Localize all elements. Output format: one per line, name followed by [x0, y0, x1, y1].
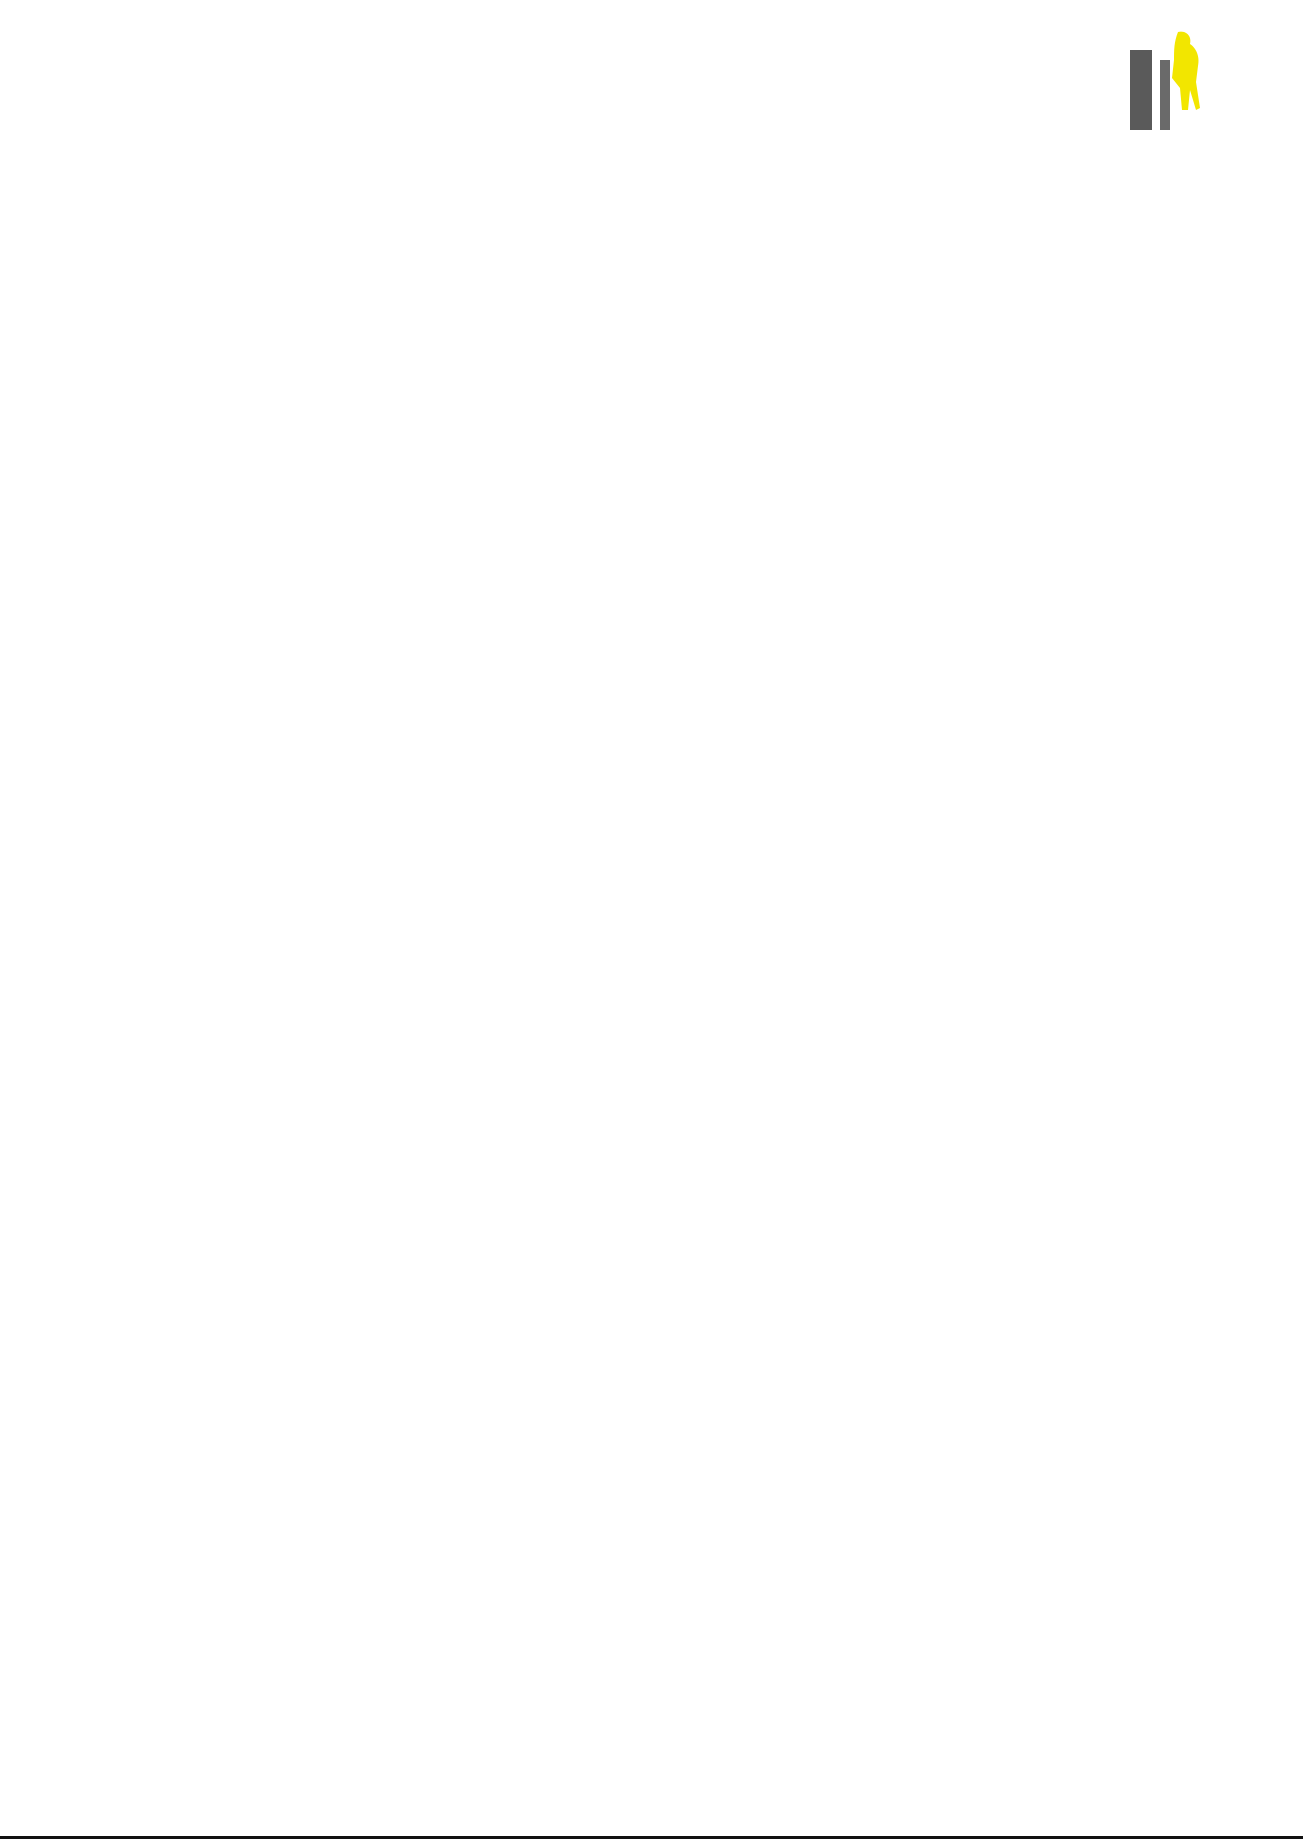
haruhiism-logo-graphic	[1130, 30, 1206, 130]
haruhiism-logo	[1130, 30, 1206, 130]
page-body	[185, 158, 1125, 188]
bottom-divider	[0, 1836, 1303, 1839]
page-header	[185, 74, 1113, 104]
